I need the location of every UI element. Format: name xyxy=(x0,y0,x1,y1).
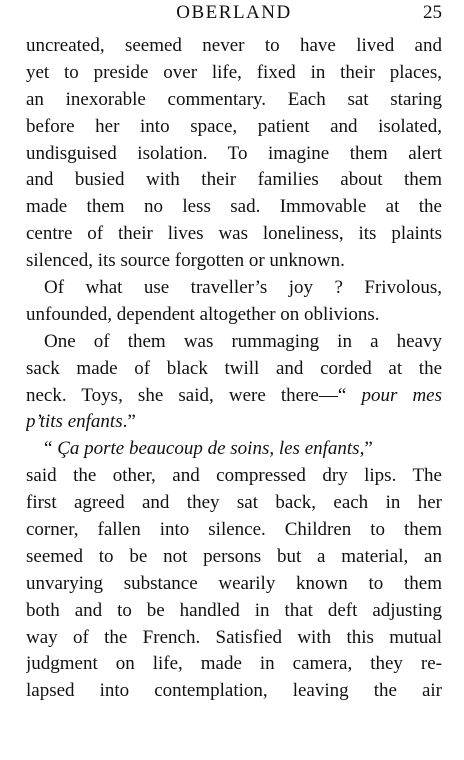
text-line: before her into space, patient and isolated, xyxy=(26,115,442,137)
text-line: unvarying substance wearily known to them xyxy=(26,572,442,594)
text-line: centre of their lives was loneliness, its plaints xyxy=(26,223,442,245)
text-line: both and to be handled in that deft adjusting xyxy=(26,599,442,621)
text-line: sack made of black twill and corded at the xyxy=(26,357,442,379)
text-line xyxy=(26,409,442,436)
italic-text-run: Ça porte beaucoup de soins, les enfants, xyxy=(57,438,365,460)
page-number: 25 xyxy=(423,2,442,23)
page-header xyxy=(26,2,442,30)
text-line: an inexorable commentary. Each sat staring xyxy=(26,88,442,110)
text-line: seemed to be not persons but a material, an xyxy=(26,545,442,567)
text-run: .” xyxy=(122,411,136,433)
text-line: unfounded, dependent altogether on oblivions. xyxy=(26,303,380,325)
text-run: neck. Toys, she said, were there—“ xyxy=(26,384,362,406)
text-line: made them no less sad. Immovable at the xyxy=(26,196,442,218)
body-text xyxy=(26,33,442,705)
text-run: ” xyxy=(364,438,373,460)
text-line: silenced, its source forgotten or unknown. xyxy=(26,250,345,272)
text-line: and busied with their families about them xyxy=(26,169,442,191)
italic-text-run: pour mes xyxy=(361,384,442,406)
text-line: One of them was rummaging in a heavy xyxy=(44,330,442,352)
text-line: judgment on life, made in camera, they re- xyxy=(26,653,442,675)
text-line xyxy=(26,436,442,463)
text-line xyxy=(26,383,442,410)
text-line: yet to preside over life, fixed in their places, xyxy=(26,61,442,83)
running-head: OBERLAND xyxy=(176,2,292,23)
text-line: way of the French. Satisfied with this mutual xyxy=(26,626,442,648)
text-line: Of what use traveller’s joy ? Frivolous, xyxy=(44,277,442,299)
text-line: undisguised isolation. To imagine them alert xyxy=(26,142,442,164)
text-line: said the other, and compressed dry lips. The xyxy=(26,465,442,487)
text-line: uncreated, seemed never to have lived and xyxy=(26,35,442,56)
italic-text-run: p’tits enfants xyxy=(26,411,123,433)
text-run: “ xyxy=(44,438,58,460)
text-line: first agreed and they sat back, each in her xyxy=(26,492,442,514)
text-line: lapsed into contemplation, leaving the air xyxy=(26,680,442,702)
text-line: corner, fallen into silence. Children to them xyxy=(26,519,442,541)
